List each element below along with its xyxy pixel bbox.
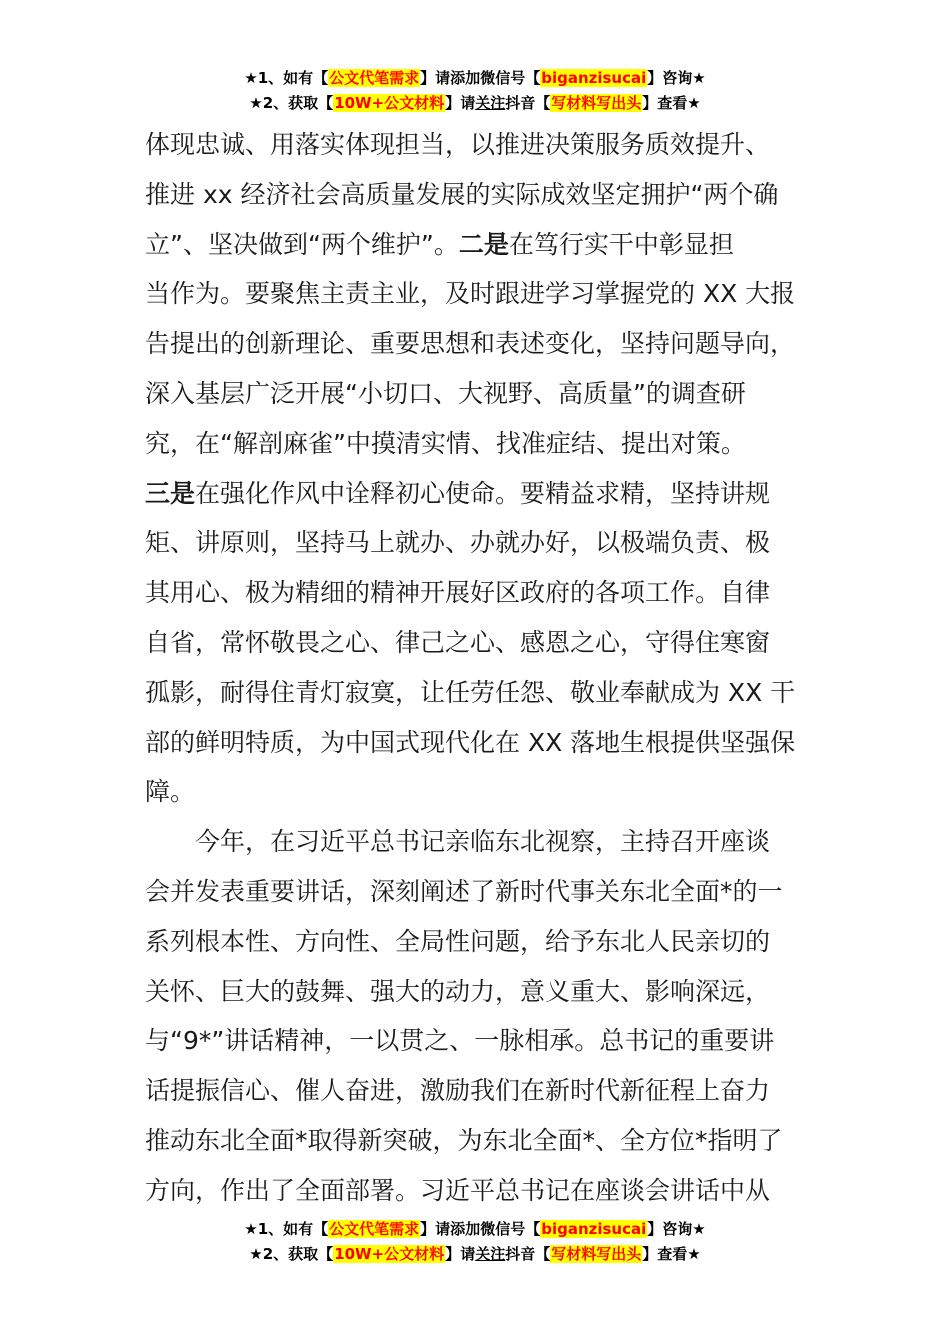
body-line: 当作为。要聚焦主责主业，及时跟进学习掌握党的 XX 大报 bbox=[145, 279, 796, 309]
promo-line-1 bbox=[0, 66, 950, 91]
body-line: 部的鲜明特质，为中国式现代化在 XX 落地生根提供坚强保 bbox=[145, 727, 796, 757]
body-line: 关怀、巨大的鼓舞、强大的动力，意义重大、影响深远， bbox=[145, 976, 771, 1006]
body-line: 矩、讲原则，坚持马上就办、办就办好，以极端负责、极 bbox=[145, 528, 771, 558]
promo-text: 微信号【 bbox=[480, 1220, 541, 1238]
promo-text: 】咨询★ bbox=[647, 1220, 706, 1238]
promo-banner-bottom bbox=[0, 1217, 950, 1267]
wechat-id-highlight: biganzisucai bbox=[541, 69, 647, 87]
promo-text: 】请添 bbox=[420, 69, 466, 87]
promo-text: 关注 bbox=[475, 94, 506, 112]
promo-text: 】请添 bbox=[420, 1220, 466, 1238]
body-line: 究，在“解剖麻雀”中摸清实情、找准症结、提出对策。 bbox=[145, 428, 746, 458]
body-text: 立”、坚决做到“两个维护”。 bbox=[145, 229, 459, 259]
body-line: 与“9*”讲话精神，一以贯之、一脉相承。总书记的重要讲 bbox=[145, 1026, 775, 1056]
promo-highlight: 公文代笔需求 bbox=[329, 69, 420, 87]
promo-text: 微信号【 bbox=[480, 69, 541, 87]
promo-line-2 bbox=[0, 91, 950, 116]
paragraph-start-line: 今年，在习近平总书记亲临东北视察，主持召开座谈 bbox=[195, 827, 771, 857]
promo-text: ★1、如有【 bbox=[244, 69, 329, 87]
body-line: 其用心、极为精细的精神开展好区政府的各项工作。自律 bbox=[145, 578, 771, 608]
promo-text: 】请 bbox=[445, 94, 476, 112]
body-line: 孤影，耐得住青灯寂寞，让任劳任怨、敬业奉献成为 XX 干 bbox=[145, 677, 796, 707]
promo-highlight: 10W+公文材料 bbox=[334, 94, 445, 112]
body-line: 系列根本性、方向性、全局性问题，给予东北人民亲切的 bbox=[145, 926, 771, 956]
promo-highlight: 10W+公文材料 bbox=[334, 1245, 445, 1263]
promo-line-1 bbox=[0, 1217, 950, 1242]
body-line bbox=[145, 469, 810, 519]
promo-text: 抖音【 bbox=[505, 1245, 551, 1263]
promo-text: 】请 bbox=[445, 1245, 476, 1263]
douyin-account-highlight: 写材料写出头 bbox=[551, 94, 642, 112]
promo-text: 抖音【 bbox=[505, 94, 551, 112]
body-line: 障。 bbox=[145, 777, 196, 807]
promo-text: 】咨询★ bbox=[647, 69, 706, 87]
promo-text: 加 bbox=[465, 1220, 481, 1238]
body-line: 会并发表重要讲话，深刻阐述了新时代事关东北全面*的一 bbox=[145, 876, 783, 906]
body-line: 告提出的创新理论、重要思想和表述变化，坚持问题导向， bbox=[145, 329, 796, 359]
body-line: 推动东北全面*取得新突破，为东北全面*、全方位*指明了 bbox=[145, 1125, 783, 1155]
wechat-id-highlight: biganzisucai bbox=[541, 1220, 647, 1238]
promo-text: 加 bbox=[465, 69, 481, 87]
promo-line-2 bbox=[0, 1242, 950, 1267]
section-marker-2: 二是 bbox=[458, 229, 509, 259]
promo-text: 】查看★ bbox=[642, 94, 701, 112]
document-body bbox=[145, 120, 810, 1216]
promo-highlight: 公文代笔需求 bbox=[329, 1220, 420, 1238]
promo-banner-top bbox=[0, 66, 950, 116]
body-line: 自省，常怀敬畏之心、律己之心、感恩之心，守得住寒窗 bbox=[145, 627, 771, 657]
body-text: 在笃行实干中彰显担 bbox=[508, 229, 734, 259]
douyin-account-highlight: 写材料写出头 bbox=[551, 1245, 642, 1263]
body-line: 体现忠诚、用落实体现担当，以推进决策服务质效提升、 bbox=[145, 130, 771, 159]
promo-text: ★2、获取【 bbox=[249, 94, 334, 112]
promo-text: 关注 bbox=[475, 1245, 506, 1263]
promo-text: ★2、获取【 bbox=[249, 1245, 334, 1263]
body-line: 方向，作出了全面部署。习近平总书记在座谈会讲话中从 bbox=[145, 1175, 771, 1205]
body-line: 深入基层广泛开展“小切口、大视野、高质量”的调查研 bbox=[145, 378, 746, 408]
body-line bbox=[145, 220, 810, 270]
body-line: 话提振信心、催人奋进，激励我们在新时代新征程上奋力 bbox=[145, 1076, 771, 1106]
promo-text: 】查看★ bbox=[642, 1245, 701, 1263]
body-text: 在强化作风中诠释初心使命。要精益求精，坚持讲规 bbox=[195, 478, 771, 508]
promo-text: ★1、如有【 bbox=[244, 1220, 329, 1238]
body-line: 推进 xx 经济社会高质量发展的实际成效坚定拥护“两个确 bbox=[145, 179, 779, 209]
section-marker-3: 三是 bbox=[145, 478, 196, 508]
